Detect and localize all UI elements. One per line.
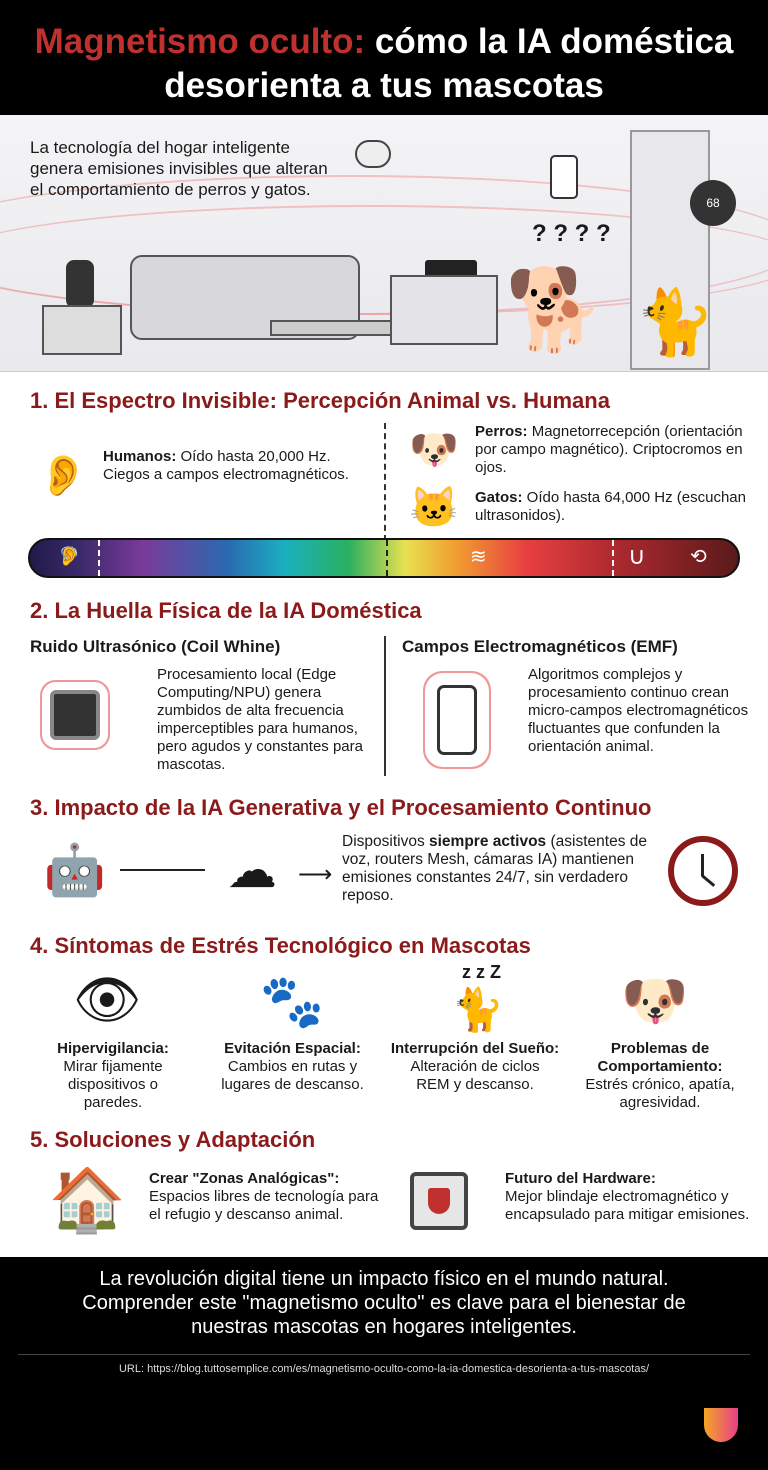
smart-speaker-icon	[66, 260, 94, 308]
symptom-text: Alteración de ciclos REM y descanso.	[410, 1058, 540, 1093]
robot-icon: 🤖	[43, 841, 107, 898]
title-highlight: Magnetismo oculto:	[34, 22, 366, 61]
arrow-right-icon: ⟶	[298, 861, 333, 888]
hero-text: La tecnología del hogar inteligente genera emisiones invisibles que alteran el comportamiento de perros y gatos.	[30, 138, 328, 199]
dogs-desc: Magnetorrecepción (orientación por campo magnético). Criptocromos en ojos.	[475, 423, 743, 476]
emf-text: Algoritmos complejos y procesamiento continuo crean micro-campos electromagnéticos fluctuantes que confunden la orientación animal.	[528, 666, 749, 755]
hardware-future-label: Futuro del Hardware:	[505, 1170, 656, 1187]
dog-icon: 🐕	[505, 265, 605, 354]
brand-logo	[704, 1408, 738, 1442]
section-3-title: 3. Impacto de la IA Generativa y el Procesamiento Continuo	[30, 795, 652, 820]
paw-cross-icon: 🐾	[259, 972, 325, 1031]
dog-face-icon: 🐶	[409, 428, 459, 472]
symptom-3	[380, 1040, 570, 1094]
house-shield-icon: 🏠	[48, 1165, 127, 1235]
humans-text	[103, 448, 373, 484]
symptom-label: Interrupción del Sueño:	[390, 1040, 560, 1057]
arrow-icon	[120, 869, 205, 871]
frequency-spectrum-bar	[28, 538, 740, 578]
cat-icon: 🐈	[635, 286, 715, 358]
spectrum-marker-center	[386, 540, 388, 576]
symptom-label: Evitación Espacial:	[224, 1040, 361, 1057]
spectrum-ear-icon: 🦻	[58, 546, 81, 566]
spectrum-marker-human	[98, 540, 100, 576]
symptom-text: Estrés crónico, apatía, agresividad.	[585, 1076, 735, 1111]
sleeping-pet-icon: 🐈	[451, 985, 505, 1033]
cats-label: Gatos:	[475, 489, 523, 506]
analog-zones-label: Crear "Zonas Analógicas":	[149, 1170, 340, 1187]
title-part: cómo la IA doméstica	[365, 22, 734, 61]
footer-message: La revolución digital tiene un impacto físico en el mundo natural. Comprender este "magnetismo oculto" es clave para el bienestar de nuestras mascotas en hogares inteligentes.	[82, 1268, 686, 1338]
cat-face-icon: 🐱	[409, 485, 459, 530]
dogs-label: Perros:	[475, 423, 528, 440]
cloud-icon: ☁	[227, 842, 277, 898]
sad-dog-icon: 🐶	[621, 970, 689, 1031]
symptom-text: Cambios en rutas y lugares de descanso.	[221, 1058, 364, 1093]
magnet-icon: ∪	[628, 543, 646, 570]
humans-label: Humanos:	[103, 448, 177, 465]
cabinet	[390, 275, 498, 345]
clock-icon	[668, 836, 738, 906]
divider	[384, 423, 386, 541]
coil-whine-title: Ruido Ultrasónico (Coil Whine)	[30, 637, 281, 656]
spectrum-marker-magnetic	[612, 540, 614, 576]
security-camera-icon	[355, 140, 391, 168]
ultrasound-icon: ≋	[470, 546, 487, 568]
section-5-title: 5. Soluciones y Adaptación	[30, 1127, 316, 1152]
coil-whine-text: Procesamiento local (Edge Computing/NPU) genera zumbidos de alta frecuencia imperceptibles para humanos, pero agudos y constantes para mascotas.	[157, 666, 363, 773]
section-4-title: 4. Síntomas de Estrés Tecnológico en Mascotas	[30, 933, 531, 958]
divider	[384, 636, 386, 776]
zzz-icon: z z Z	[462, 962, 501, 982]
ear-icon: 👂	[38, 453, 88, 498]
section-1-title: 1. El Espectro Invisible: Percepción Animal vs. Humana	[30, 388, 610, 413]
hardware-future-desc: Mejor blindaje electromagnético y encapsulado para mitigar emisiones.	[505, 1188, 750, 1223]
question-marks: ? ? ? ?	[532, 220, 611, 247]
footer	[0, 1257, 768, 1470]
symptom-label: Hipervigilancia:	[57, 1040, 169, 1057]
analog-zones-text	[149, 1170, 379, 1224]
text-part: (asistentes de voz, routers Mesh, cámaras IA) mantienen emisiones constantes 24/7, sin verdadero reposo.	[342, 833, 647, 904]
hardware-future-text	[505, 1170, 750, 1224]
nightstand	[42, 305, 122, 355]
hero-illustration	[0, 115, 768, 372]
section-2-title: 2. La Huella Física de la IA Doméstica	[30, 598, 422, 623]
text-bold: siempre activos	[429, 833, 547, 850]
symptom-text: Mirar fijamente dispositivos o paredes.	[63, 1058, 163, 1111]
analog-zones-desc: Espacios libres de tecnología para el refugio y descanso animal.	[149, 1188, 379, 1223]
symptom-label: Problemas de Comportamiento:	[597, 1040, 723, 1075]
page-header	[0, 0, 768, 115]
cats-desc: Oído hasta 64,000 Hz (escuchan ultrasonidos).	[475, 489, 746, 524]
eye-icon: 👁	[72, 970, 142, 1030]
text-part: Dispositivos	[342, 833, 429, 850]
title-line2: desorienta a tus mascotas	[164, 66, 604, 105]
phone-emf-icon	[437, 685, 477, 755]
symptom-4	[565, 1040, 755, 1112]
footer-divider	[18, 1354, 750, 1355]
thermostat-icon: 68	[690, 180, 736, 226]
source-url[interactable]: URL: https://blog.tuttosemplice.com/es/magnetismo-oculto-como-la-ia-domestica-desorienta-a-tus-mascotas/	[118, 1363, 650, 1375]
chip-icon	[50, 690, 100, 740]
symptom-1	[18, 1040, 208, 1112]
phone-icon	[550, 155, 578, 199]
humans-desc: Oído hasta 20,000 Hz. Ciegos a campos electromagnéticos.	[103, 448, 349, 483]
cats-text	[475, 489, 750, 525]
symptom-2	[200, 1040, 385, 1094]
chip-shield-icon	[410, 1172, 468, 1230]
field-icon: ⟲	[690, 546, 707, 568]
dogs-text	[475, 423, 750, 477]
emf-title: Campos Electromagnéticos (EMF)	[402, 637, 678, 656]
always-on-text	[342, 833, 662, 905]
